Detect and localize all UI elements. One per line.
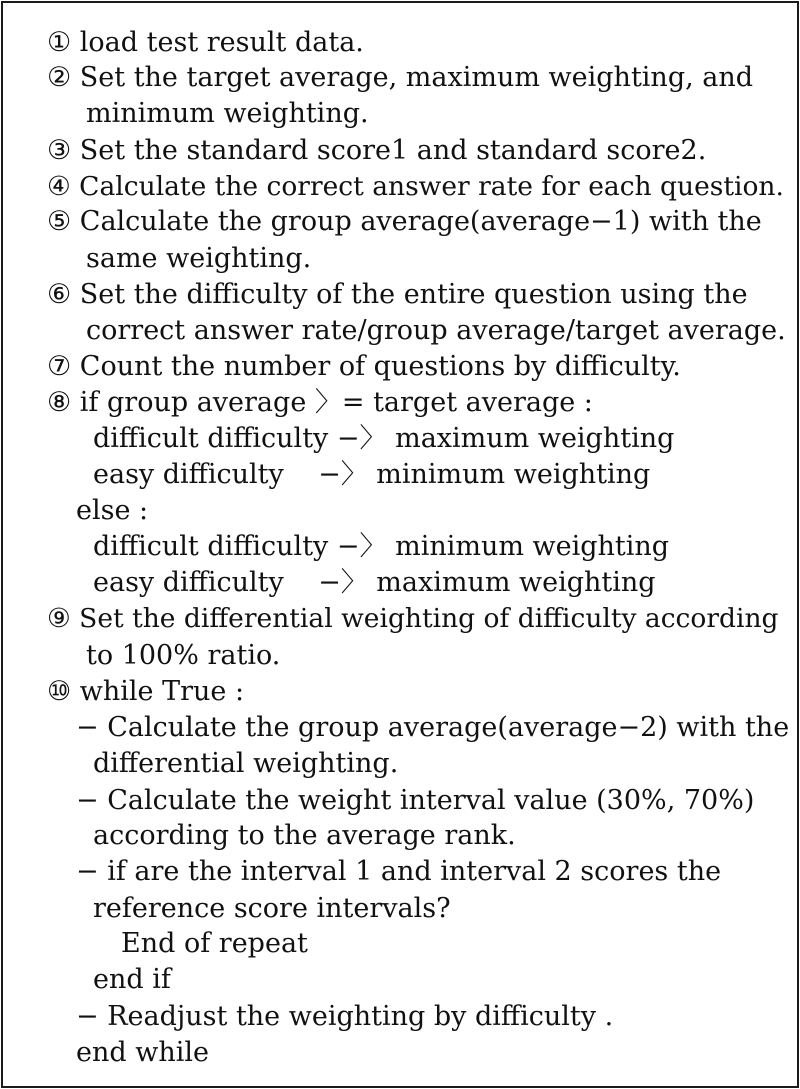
algorithm-line: ⑩ while True : <box>47 676 245 707</box>
algorithm-line: correct answer rate/group average/target average. <box>86 315 786 346</box>
algorithm-line: according to the average rank. <box>93 820 516 851</box>
algorithm-line: ③ Set the standard score1 and standard score2. <box>47 135 707 166</box>
algorithm-line: easy difficulty −〉 minimum weighting <box>93 459 651 490</box>
algorithm-line: ① load test result data. <box>47 27 364 58</box>
algorithm-line: reference score intervals? <box>93 893 451 924</box>
algorithm-line: else : <box>76 495 149 526</box>
algorithm-line: − Readjust the weighting by difficulty . <box>76 1001 614 1032</box>
algorithm-line: − if are the interval 1 and interval 2 scores the <box>76 856 722 887</box>
algorithm-box <box>1 1 799 1088</box>
algorithm-line: ② Set the target average, maximum weighting, and <box>47 62 754 93</box>
algorithm-line: minimum weighting. <box>86 98 369 129</box>
algorithm-line: easy difficulty −〉 maximum weighting <box>93 567 656 598</box>
algorithm-line: same weighting. <box>86 243 312 274</box>
algorithm-line: difficult difficulty −〉 maximum weighting <box>93 423 675 454</box>
algorithm-line: ⑤ Calculate the group average(average−1) with the <box>47 206 762 237</box>
algorithm-line: ⑨ Set the differential weighting of difficulty according <box>47 603 779 634</box>
algorithm-line: difficult difficulty −〉 minimum weighting <box>93 531 670 562</box>
algorithm-line: ⑧ if group average 〉= target average : <box>47 387 593 418</box>
algorithm-line: ⑥ Set the difficulty of the entire question using the <box>47 279 748 310</box>
algorithm-line: end if <box>93 964 171 995</box>
algorithm-line: ⑦ Count the number of questions by difficulty. <box>47 351 681 382</box>
algorithm-line: ④ Calculate the correct answer rate for each question. <box>47 171 784 202</box>
algorithm-line: end while <box>76 1037 209 1068</box>
algorithm-line: to 100% ratio. <box>86 640 281 671</box>
algorithm-line: − Calculate the group average(average−2) with the <box>76 712 790 743</box>
algorithm-line: − Calculate the weight interval value (30%, 70%) <box>76 785 755 816</box>
algorithm-line: End of repeat <box>121 928 308 959</box>
algorithm-line: differential weighting. <box>93 748 399 779</box>
